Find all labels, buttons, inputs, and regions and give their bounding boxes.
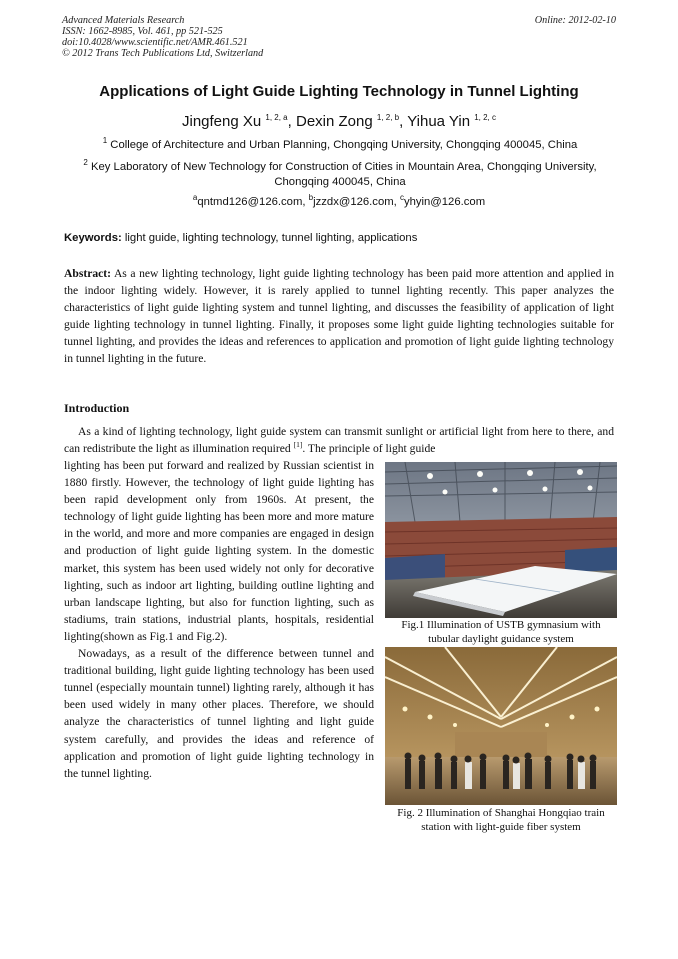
affiliation-2 <box>70 160 610 190</box>
author-affiliation-mark: 1, 2, a <box>265 113 288 122</box>
caption-line: Fig. 2 Illumination of Shanghai Hongqiao train <box>397 807 605 819</box>
author-name: Yihua Yin <box>407 113 471 130</box>
figure-2-station-photo <box>385 647 617 805</box>
caption-line: tubular daylight guidance system <box>428 633 574 645</box>
station-image <box>385 647 617 805</box>
affiliation-mark: 2 <box>83 158 88 168</box>
author-name: Dexin Zong <box>295 113 373 130</box>
email-list: $^a$qntmd126@126.com, $^b$jzzdx@126.com, $^c$yhyin@126.com <box>192 193 486 208</box>
email-mark: c <box>399 193 404 203</box>
issn-line: ISSN: 1662-8985, Vol. 461, pp 521-525 <box>62 26 223 37</box>
keywords-label: Keywords: <box>64 232 122 244</box>
body-text: . The principle of light guide <box>302 442 436 456</box>
gymnasium-image <box>385 462 617 618</box>
author-affiliation-mark: 1, 2, b <box>376 113 400 122</box>
email-mark: a <box>192 193 198 203</box>
intro-column <box>64 457 374 782</box>
figure-2-caption <box>380 806 622 834</box>
paper-title: Applications of Light Guide Lighting Technology in Tunnel Lighting <box>99 83 579 100</box>
email-address[interactable]: jzzdx@126.com <box>313 196 394 208</box>
abstract <box>64 265 614 368</box>
journal-name: Advanced Materials Research <box>62 15 185 26</box>
copyright-line: © 2012 Trans Tech Publications Ltd, Switzerland <box>62 48 264 59</box>
online-date: Online: 2012-02-10 <box>534 15 616 26</box>
email-mark: b <box>308 193 314 203</box>
affiliation-mark: 1 <box>102 136 108 146</box>
author-name: Jingfeng Xu <box>181 113 262 130</box>
intro-paragraph-1-start <box>64 423 614 457</box>
caption-line: station with light-guide fiber system <box>421 821 581 833</box>
affiliation-1 <box>70 138 610 153</box>
intro-paragraph-1-cont: lighting has been put forward and realized by Russian scientist in 1880 firstly. However, the technology of light guide lighting has been rapid development only from 1960s. At present, the technology of light guide lighting has been more and more mature in the world, and more and more companies are engaged in design and production of light guide lighting system. In the domestic market, this system has been used widely not only for decorative lighting, such as indoor art lighting, building outline lighting and urban landscape lighting, but also for function lighting, such as stadiums, train stations, industrial plants, hospitals, residential lighting(shown as Fig.1 and Fig.2). <box>64 459 374 643</box>
figure-1-gymnasium-photo <box>385 462 617 618</box>
section-heading-introduction: Introduction <box>64 401 130 415</box>
keywords-text: light guide, lighting technology, tunnel lighting, applications <box>124 232 418 244</box>
citation-ref[interactable]: [1] <box>293 440 303 450</box>
caption-line: Fig.1 Illumination of USTB gymnasium with <box>401 619 601 631</box>
email-address[interactable]: qntmd126@126.com <box>197 196 303 208</box>
author-affiliation-mark: 1, 2, c <box>474 113 496 122</box>
keywords <box>64 232 417 244</box>
journal-header <box>62 15 263 59</box>
body-text: As a kind of lighting technology, light guide system can transmit sunlight or artificial light from here to there, and can redistribute the light as illumination required <box>64 425 614 456</box>
intro-paragraph-2: Nowadays, as a result of the difference between tunnel and traditional building, light guide lighting technology has been used tunnel (especially mountain tunnel) lighting rarely, although it has been used widely in many other places. Therefore, we should analyze the characteristics of tunnel lighting and light guide system carefully, and provides the ideas and reference of application and promotion of light guide lighting technology in the tunnel lighting. <box>64 647 374 780</box>
affiliation-text: College of Architecture and Urban Planning, Chongqing University, Chongqing 400045, China <box>110 139 578 151</box>
abstract-text: As a new lighting technology, light guide lighting technology has been paid more attention and applied in the indoor lighting widely. However, it is rarely applied to tunnel lighting recently. This paper analyzes the characteristics of light guide lighting system and tunnel lighting, and discusses the feasibility of application of light guide lighting technology in tunnel lighting. Finally, it proposes some light guide lighting technologies suitable for tunnel lighting, and provides the ideas and references to application and promotion of light guide lighting technology in tunnel lighting in the future. <box>64 267 614 366</box>
email-address[interactable]: yhyin@126.com <box>403 196 486 208</box>
affiliation-text: Key Laboratory of New Technology for Construction of Cities in Mountain Area, Chongqing University, Chongqing 400045, China <box>90 161 597 188</box>
abstract-label: Abstract: <box>64 267 112 280</box>
figure-1-caption <box>380 618 622 646</box>
doi-line[interactable]: doi:10.4028/www.scientific.net/AMR.461.521 <box>62 37 248 48</box>
author-list: Jingfeng Xu $^{1, 2, a}$, Dexin Zong $^{1, 2, b}$, Yihua Yin $^{1, 2, c}$ <box>181 113 496 130</box>
